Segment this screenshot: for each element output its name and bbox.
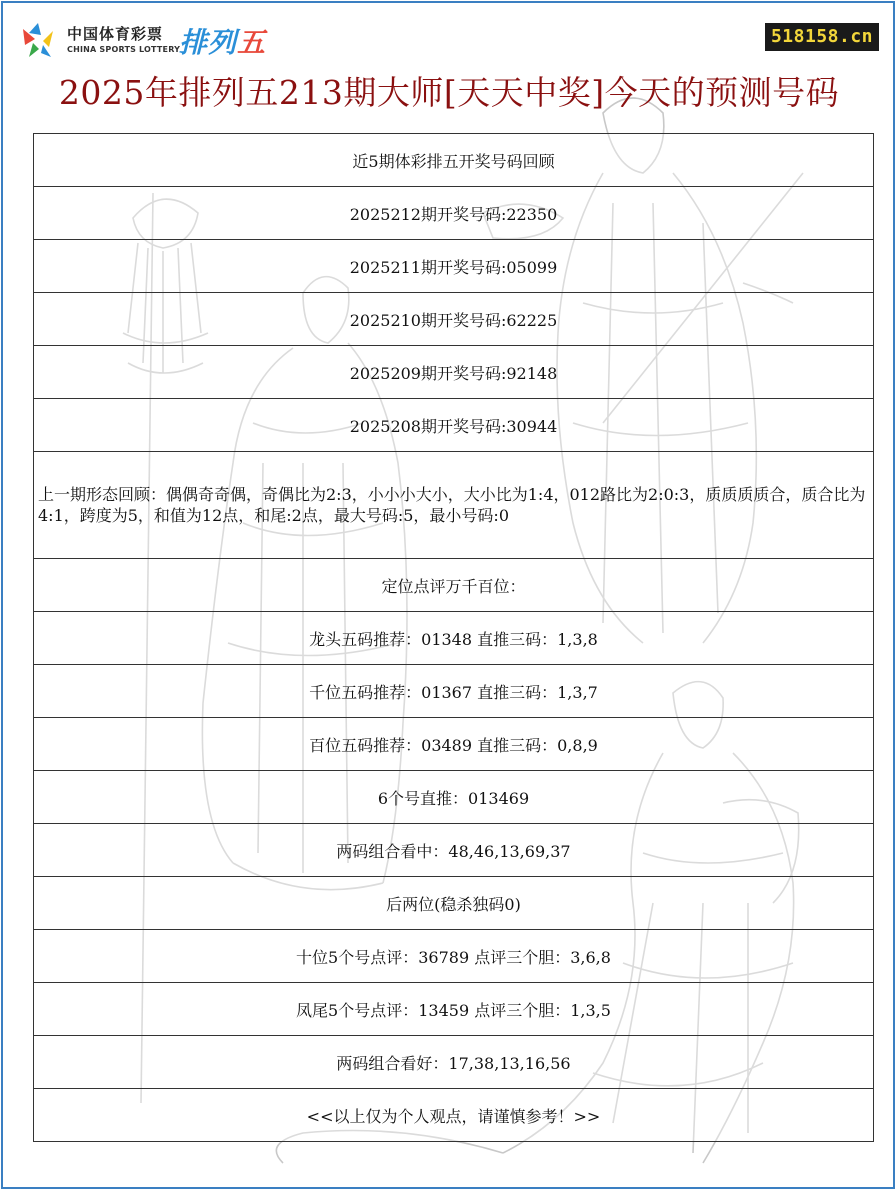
table-row xyxy=(34,665,874,718)
pailie-wu-logo xyxy=(179,21,266,61)
table-row xyxy=(34,240,874,293)
prediction-table xyxy=(33,133,874,1142)
china-sports-lottery-logo xyxy=(19,19,299,63)
table-row xyxy=(34,187,874,240)
table-row xyxy=(34,1036,874,1089)
table-cell: 2025211期开奖号码:05099 xyxy=(34,240,874,293)
table-cell: 2025208期开奖号码:30944 xyxy=(34,399,874,452)
table-cell: 6个号直推：013469 xyxy=(34,771,874,824)
table-row xyxy=(34,1089,874,1142)
table-cell-pattern-review: 上一期形态回顾：偶偶奇奇偶，奇偶比为2:3，小小小大小，大小比为1:4，012路比为2:0:3，质质质质合，质合比为4:1，跨度为5，和值为12点，和尾:2点，最大号码:5，最小号码:0 xyxy=(34,452,874,559)
table-row xyxy=(34,399,874,452)
table-row xyxy=(34,771,874,824)
table-row xyxy=(34,134,874,187)
table-row xyxy=(34,877,874,930)
logo-english-text: CHINA SPORTS LOTTERY xyxy=(67,45,181,54)
table-row xyxy=(34,718,874,771)
table-row xyxy=(34,983,874,1036)
logo-game-part1: 排列 xyxy=(179,26,238,59)
table-cell: 2025210期开奖号码:62225 xyxy=(34,293,874,346)
table-row xyxy=(34,559,874,612)
table-cell: 定位点评万千百位： xyxy=(34,559,874,612)
lottery-star-icon xyxy=(19,21,57,59)
table-cell: 凤尾5个号点评：13459 点评三个胆：1,3,5 xyxy=(34,983,874,1036)
logo-chinese-text: 中国体育彩票 xyxy=(67,25,164,43)
table-cell: 两码组合看中：48,46,13,69,37 xyxy=(34,824,874,877)
table-cell: 千位五码推荐：01367 直推三码：1,3,7 xyxy=(34,665,874,718)
table-row xyxy=(34,293,874,346)
table-row xyxy=(34,930,874,983)
table-cell: 龙头五码推荐：01348 直推三码：1,3,8 xyxy=(34,612,874,665)
page-title: 2025年排列五213期大师[天天中奖]今天的预测号码 xyxy=(58,73,840,112)
table-cell: 两码组合看好：17,38,13,16,56 xyxy=(34,1036,874,1089)
table-cell: 百位五码推荐：03489 直推三码：0,8,9 xyxy=(34,718,874,771)
table-row xyxy=(34,824,874,877)
table-row xyxy=(34,452,874,559)
table-cell-disclaimer: <<以上仅为个人观点，请谨慎参考！>> xyxy=(34,1089,874,1142)
logo-game-part2: 五 xyxy=(237,26,267,59)
page-frame xyxy=(1,1,895,1189)
table-row xyxy=(34,612,874,665)
table-cell: 后两位(稳杀独码0) xyxy=(34,877,874,930)
table-cell: 十位5个号点评：36789 点评三个胆：3,6,8 xyxy=(34,930,874,983)
table-row xyxy=(34,346,874,399)
table-cell: 2025209期开奖号码:92148 xyxy=(34,346,874,399)
table-cell: 近5期体彩排五开奖号码回顾 xyxy=(34,134,874,187)
site-domain-badge[interactable]: 518158.cn xyxy=(765,23,879,51)
table-cell: 2025212期开奖号码:22350 xyxy=(34,187,874,240)
